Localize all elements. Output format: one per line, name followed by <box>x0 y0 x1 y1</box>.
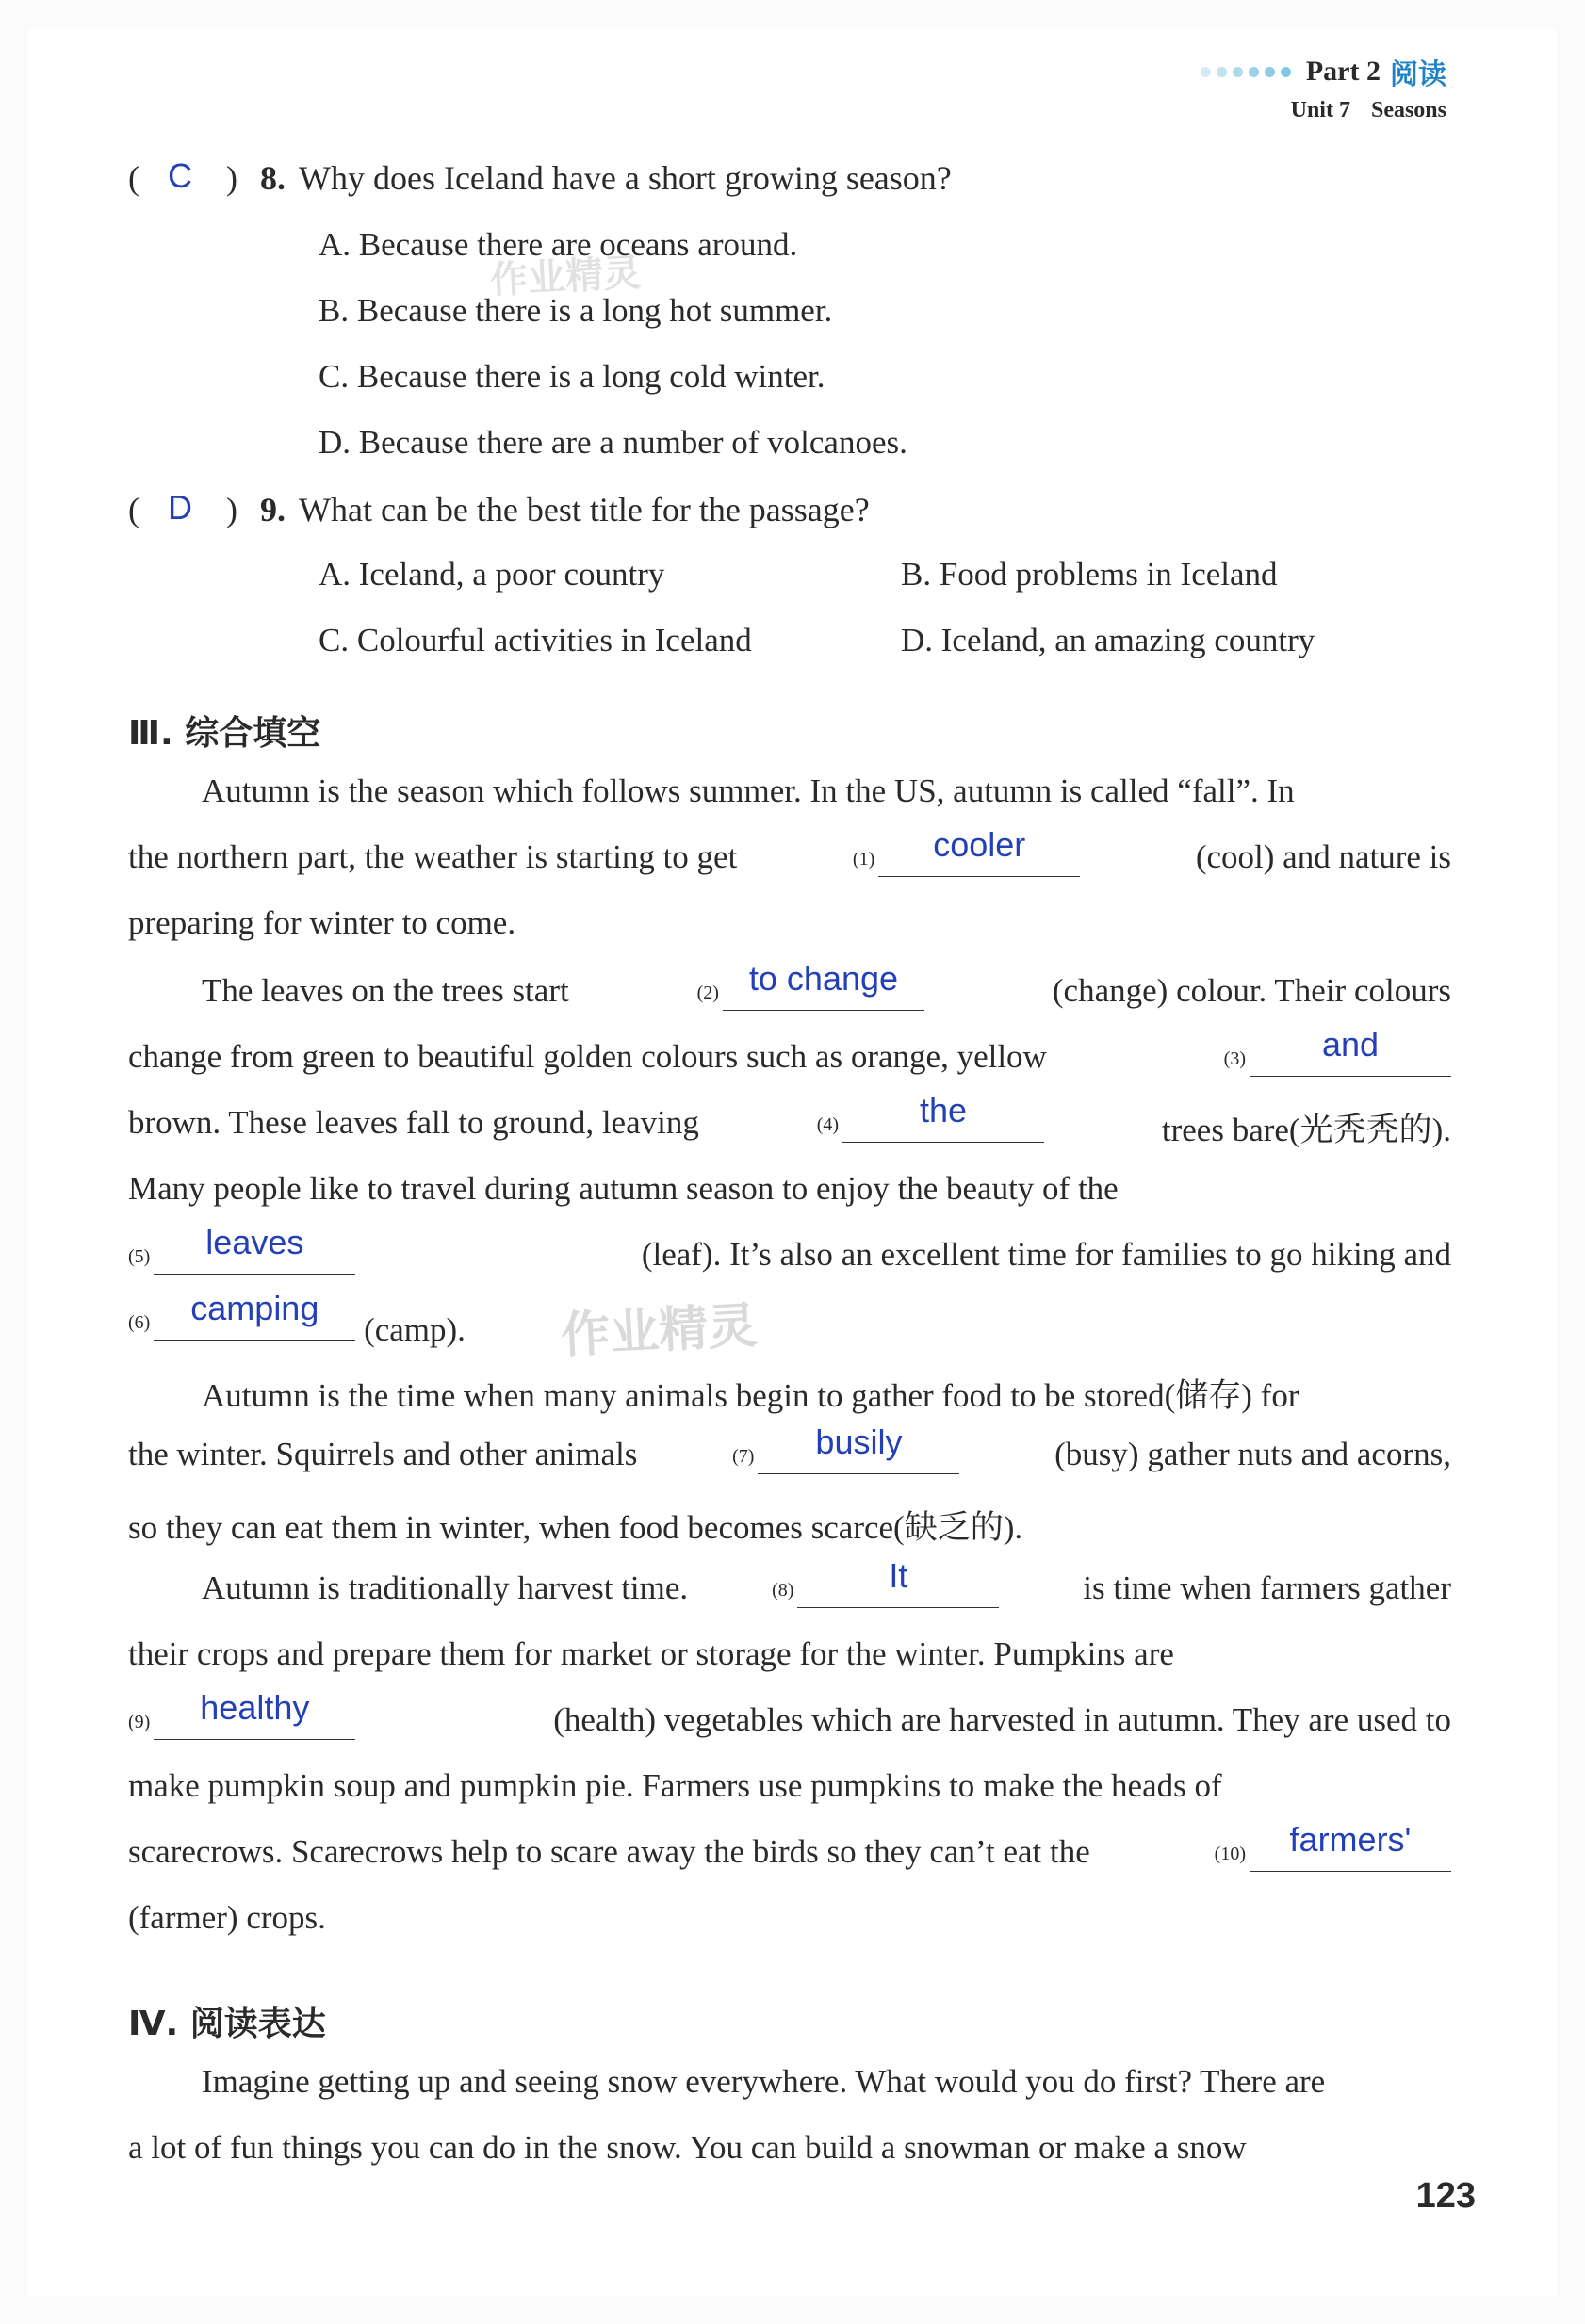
text-line: $^{(9)}$ healthy (health) vegetables which are harvested in autumn. They are used to <box>128 1688 1451 1738</box>
text-line: $^{(5)}$ leaves (leaf). It’s also an excellent time for families to go hiking and <box>128 1223 1451 1273</box>
text-line: a lot of fun things you can do in the snow. You can build a snowman or make a snow <box>128 2129 1247 2166</box>
part-cn-label: 阅读 <box>1390 59 1446 90</box>
blank-9[interactable]: healthy <box>154 1701 355 1740</box>
question-number: 8. <box>260 159 286 197</box>
text-line: The leaves on the trees start $^{(2)}$ to change (change) colour. Their colours <box>202 959 1451 1009</box>
text-line: Autumn is traditionally harvest time. $^{(8)}$ It is time when farmers gather <box>202 1556 1451 1606</box>
question-8 <box>128 158 952 198</box>
answer-bracket: ( D ) <box>128 488 237 528</box>
text-line: Many people like to travel during autumn season to enjoy the beauty of the <box>128 1170 1119 1207</box>
text-line: the winter. Squirrels and other animals $^{(7)}$ busily (busy) gather nuts and acorns, <box>128 1422 1451 1472</box>
text-line: preparing for winter to come. <box>128 904 516 941</box>
blank-2[interactable]: to change <box>723 972 924 1011</box>
text-line: their crops and prepare them for market or storage for the winter. Pumpkins are <box>128 1635 1174 1672</box>
blank-3[interactable]: and <box>1250 1038 1451 1077</box>
watermark: 作业精灵 <box>559 1297 759 1365</box>
text-line: so they can eat them in winter, when food becomes scarce(缺乏的). <box>128 1509 1023 1546</box>
blank-1[interactable]: cooler <box>878 838 1080 877</box>
question-text: What can be the best title for the passage? <box>299 491 870 528</box>
blank-8[interactable]: It <box>797 1569 999 1608</box>
blank-4[interactable]: the <box>842 1104 1044 1143</box>
text-line: brown. These leaves fall to ground, leaving $^{(4)}$ the trees bare(光秃秃的). <box>128 1091 1451 1148</box>
option-9a: A. Iceland, a poor country <box>319 556 665 593</box>
watermark-top: 作业精灵 <box>489 251 643 303</box>
text-line: Autumn is the season which follows summer. In the US, autumn is called “fall”. In <box>202 772 1295 809</box>
unit-label: Unit 7 <box>1290 98 1350 122</box>
text-line: scarecrows. Scarecrows help to scare away the birds so they can’t eat the $^{(10)}$ farmers' <box>128 1833 1451 1877</box>
blank-6[interactable]: camping <box>154 1302 355 1341</box>
page-header <box>1201 51 1446 123</box>
answer-mark: D <box>168 488 192 527</box>
text-line: (farmer) crops. <box>128 1899 326 1936</box>
question-text: Why does Iceland have a short growing season? <box>299 159 952 197</box>
section-3-title: Ⅲ. 综合填空 <box>128 714 321 753</box>
text-line: Autumn is the time when many animals begin to gather food to be stored(储存) for <box>202 1377 1299 1414</box>
option-9b: B. Food problems in Iceland <box>901 556 1278 593</box>
option-9d: D. Iceland, an amazing country <box>901 622 1315 658</box>
unit-title: Seasons <box>1370 98 1446 122</box>
option-8d: D. Because there are a number of volcanoes. <box>319 424 907 461</box>
text-line: make pumpkin soup and pumpkin pie. Farmers use pumpkins to make the heads of <box>128 1767 1222 1804</box>
option-8b: B. Because there is a long hot summer. <box>319 292 833 329</box>
question-9 <box>128 490 870 529</box>
blank-5[interactable]: leaves <box>154 1236 355 1275</box>
option-8c: C. Because there is a long cold winter. <box>319 358 825 395</box>
answer-bracket: ( C ) <box>128 156 237 197</box>
section-4-title: Ⅳ. 阅读表达 <box>128 2005 326 2043</box>
question-number: 9. <box>260 491 286 528</box>
text-line: the northern part, the weather is starting to get $^{(1)}$ cooler (cool) and nature is <box>128 825 1451 875</box>
text-line: change from green to beautiful golden colours such as orange, yellow $^{(3)}$ and <box>128 1038 1451 1081</box>
part-label: Part 2 <box>1305 56 1381 87</box>
text-line: Imagine getting up and seeing snow everywhere. What would you do first? There are <box>202 2063 1326 2100</box>
option-9c: C. Colourful activities in Iceland <box>319 622 752 658</box>
blank-10[interactable]: farmers' <box>1250 1833 1451 1872</box>
dots-decoration <box>1201 67 1291 77</box>
blank-7[interactable]: busily <box>758 1436 959 1474</box>
answer-mark: C <box>168 156 192 195</box>
text-line: $^{(6)}$ camping (camp). <box>128 1289 466 1348</box>
option-8a: A. Because there are oceans around. <box>319 226 798 263</box>
page-number: 123 <box>1415 2176 1476 2216</box>
